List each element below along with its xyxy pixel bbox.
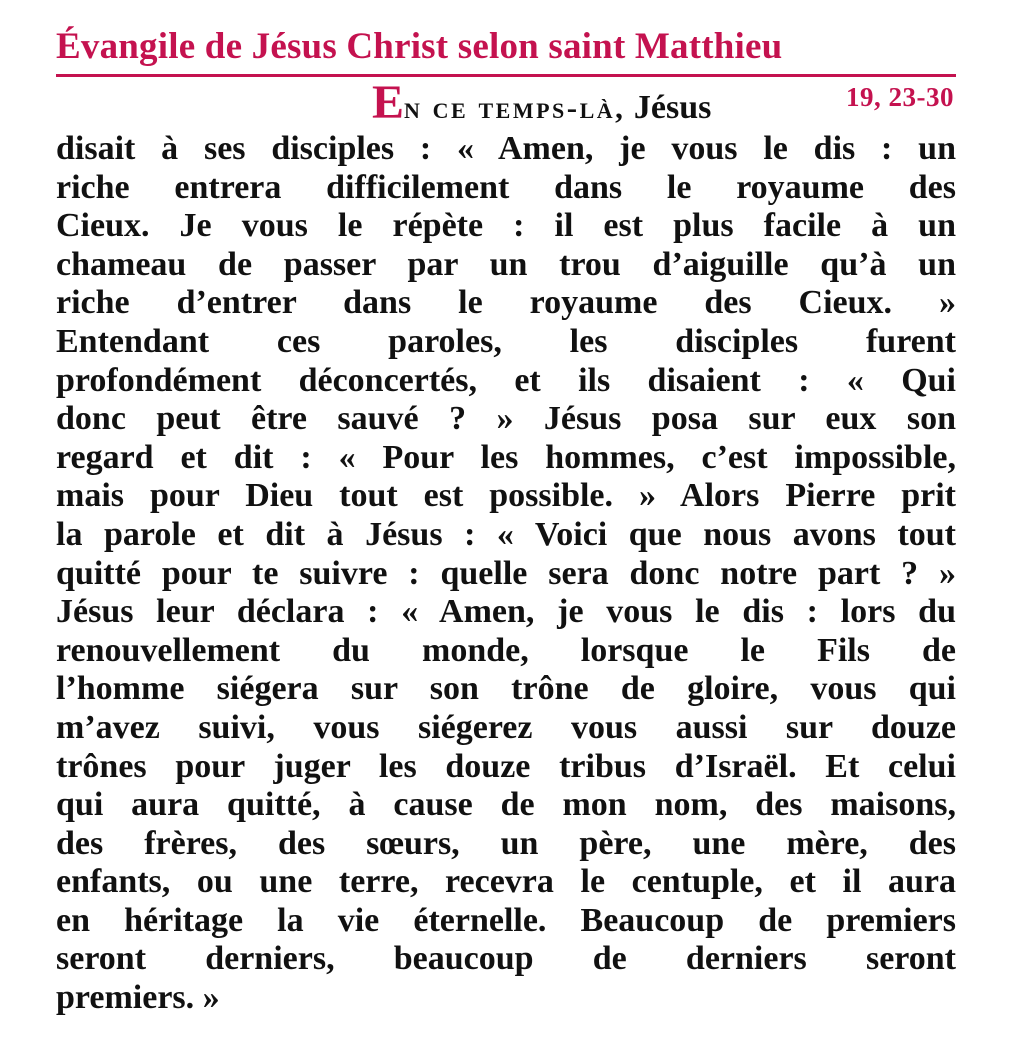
passage-line: riche d’entrer dans le royaume des Cieux. » <box>56 284 956 322</box>
passage-line: premiers. » <box>56 979 220 1017</box>
passage-line: qui aura quitté, à cause de mon nom, des maisons, <box>56 786 956 824</box>
scripture-reference: 19, 23-30 <box>846 82 954 112</box>
opening-rest: Jésus <box>625 89 712 126</box>
drop-cap: E <box>372 76 405 129</box>
page-title: Évangile de Jésus Christ selon saint Matthieu <box>56 24 956 77</box>
passage-line: des frères, des sœurs, un père, une mère, des <box>56 824 956 862</box>
passage-line: Entendant ces paroles, les disciples furent <box>56 322 956 360</box>
passage-line: la parole et dit à Jésus : « Voici que nous avons tout <box>56 515 956 553</box>
passage-line: l’homme siégera sur son trône de gloire, vous qui <box>56 670 956 708</box>
passage-line: donc peut être sauvé ? » Jésus posa sur eux son <box>56 400 956 438</box>
passage-line: quitté pour te suivre : quelle sera donc notre part ? » <box>56 554 956 592</box>
passage-line: renouvellement du monde, lorsque le Fils de <box>56 631 956 669</box>
passage-opening <box>56 76 956 130</box>
passage-line: seront derniers, beaucoup de derniers seront <box>56 940 956 978</box>
opening-smallcaps: n ce temps-là, <box>404 90 626 125</box>
passage-line: en héritage la vie éternelle. Beaucoup de premiers <box>56 901 956 939</box>
passage-line: disait à ses disciples : « Amen, je vous le dis : un <box>56 130 956 167</box>
passage-line: Jésus leur déclara : « Amen, je vous le dis : lors du <box>56 593 956 631</box>
gospel-passage <box>56 76 956 1018</box>
passage-line: regard et dit : « Pour les hommes, c’est impossible, <box>56 438 956 476</box>
passage-line: enfants, ou une terre, recevra le centuple, et il aura <box>56 863 956 901</box>
passage-line: profondément déconcertés, et ils disaient : « Qui <box>56 361 956 399</box>
passage-line: Cieux. Je vous le répète : il est plus facile à un <box>56 207 956 245</box>
passage-line: mais pour Dieu tout est possible. » Alors Pierre prit <box>56 477 956 515</box>
passage-line: riche entrera difficilement dans le royaume des <box>56 168 956 206</box>
passage-line: chameau de passer par un trou d’aiguille qu’à un <box>56 245 956 283</box>
passage-line: m’avez suivi, vous siégerez vous aussi sur douze <box>56 708 956 746</box>
passage-line: trônes pour juger les douze tribus d’Israël. Et celui <box>56 747 956 785</box>
